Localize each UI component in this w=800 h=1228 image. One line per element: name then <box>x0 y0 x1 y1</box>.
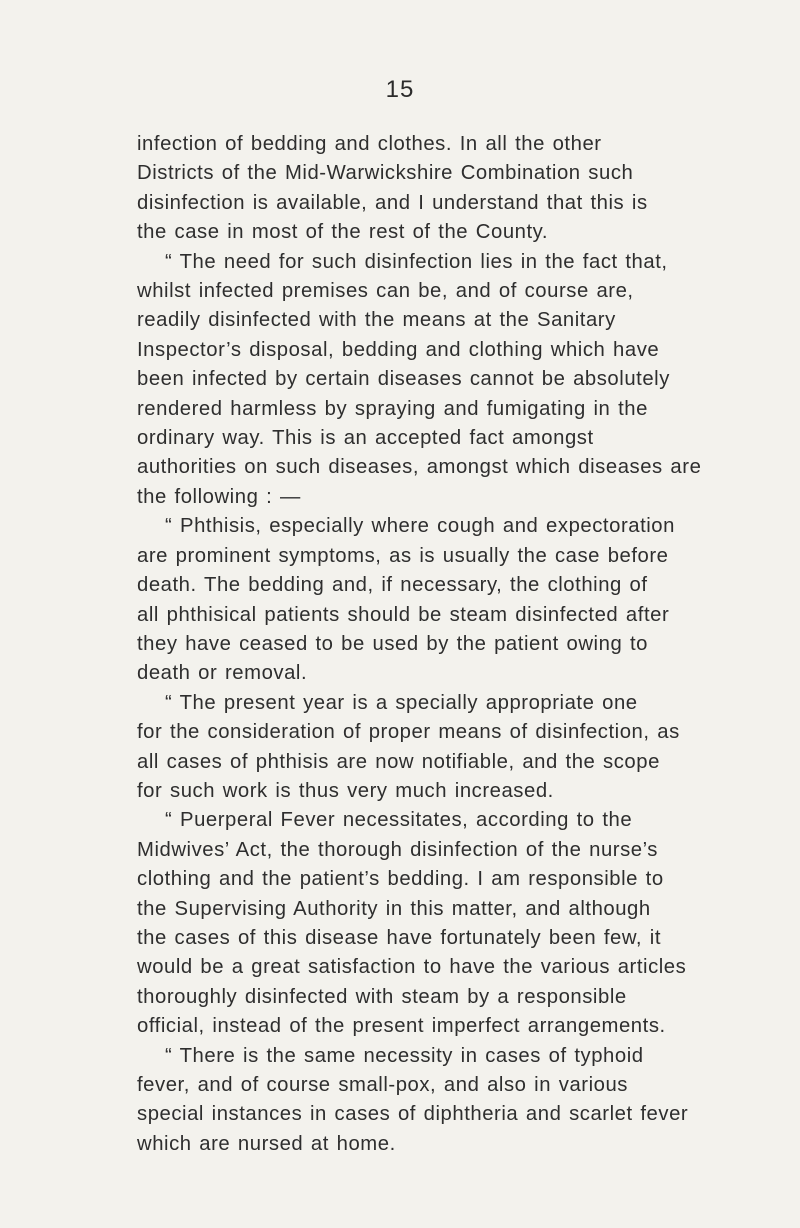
text-line: disinfection is available, and I understand that this is <box>137 191 648 214</box>
paragraph-3 <box>137 512 711 688</box>
text-line: readily disinfected with the means at the Sanitary <box>137 309 616 332</box>
paragraph-4 <box>137 689 711 807</box>
text-line: for the consideration of proper means of disinfection, as <box>137 721 680 744</box>
paragraph-5 <box>137 806 711 1041</box>
text-line: infection of bedding and clothes. In all the other <box>137 133 602 155</box>
text-line: the cases of this disease have fortunately been few, it <box>137 926 662 949</box>
paragraph-1 <box>137 130 711 248</box>
text-line: Inspector’s disposal, bedding and clothing which have <box>137 338 660 361</box>
text-line: “ The need for such disinfection lies in the fact that, <box>165 250 668 273</box>
text-line: whilst infected premises can be, and of course are, <box>137 280 634 303</box>
text-line: authorities on such diseases, amongst which diseases are <box>137 456 702 479</box>
paragraph-2 <box>137 248 711 513</box>
paragraph-6 <box>137 1042 711 1160</box>
text-line: would be a great satisfaction to have the various articles <box>137 956 687 979</box>
text-line: death. The bedding and, if necessary, the clothing of <box>137 574 648 597</box>
text-line: Midwives’ Act, the thorough disinfection of the nurse’s <box>137 838 659 861</box>
text-line: thoroughly disinfected with steam by a responsible <box>137 985 627 1008</box>
text-line: special instances in cases of diphtheria and scarlet fever <box>137 1103 689 1126</box>
body-text <box>137 130 711 1159</box>
text-line: all phthisical patients should be steam disinfected after <box>137 603 670 626</box>
text-line: death or removal. <box>137 662 308 685</box>
text-line: Districts of the Mid-Warwickshire Combination such <box>137 162 634 185</box>
text-line: official, instead of the present imperfect arrangements. <box>137 1015 666 1038</box>
text-line: clothing and the patient’s bedding. I am responsible to <box>137 868 664 891</box>
text-line: fever, and of course small-pox, and also in various <box>137 1074 628 1096</box>
text-line: rendered harmless by spraying and fumigating in the <box>137 397 648 420</box>
text-line: they have ceased to be used by the patient owing to <box>137 632 648 655</box>
text-line: “ There is the same necessity in cases of typhoid <box>165 1044 644 1067</box>
page-number: 15 <box>385 76 415 103</box>
text-line: the Supervising Authority in this matter, and although <box>137 897 651 920</box>
text-line: all cases of phthisis are now notifiable, and the scope <box>137 750 660 773</box>
text-line: the following : — <box>137 485 301 508</box>
text-line: for such work is thus very much increased. <box>137 779 554 802</box>
text-line: the case in most of the rest of the County. <box>137 221 549 244</box>
text-line: “ The present year is a specially appropriate one <box>165 691 638 714</box>
text-line: ordinary way. This is an accepted fact amongst <box>137 427 594 450</box>
text-line: “ Puerperal Fever necessitates, according to the <box>165 809 633 832</box>
text-line: are prominent symptoms, as is usually the case before <box>137 544 669 567</box>
text-line: been infected by certain diseases cannot be absolutely <box>137 368 670 391</box>
text-line: “ Phthisis, especially where cough and expectoration <box>165 515 675 538</box>
text-line: which are nursed at home. <box>137 1132 396 1155</box>
